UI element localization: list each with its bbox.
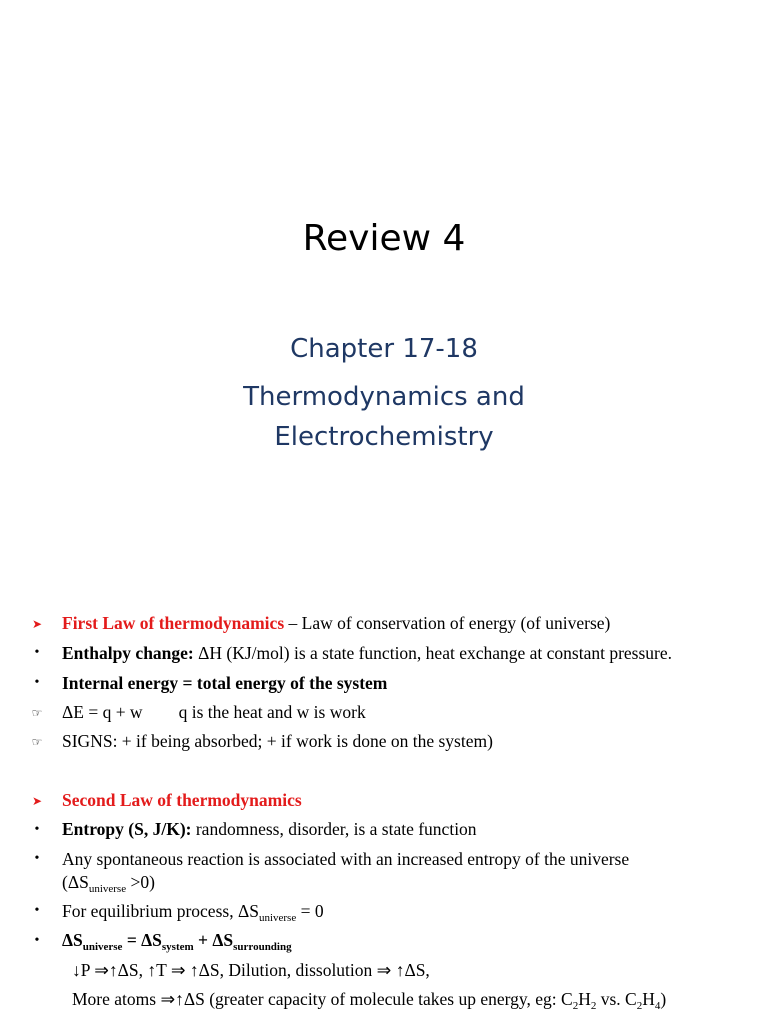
second-law-heading: Second Law of thermodynamics — [62, 790, 302, 810]
eq-equals-ds: = ΔS — [122, 930, 162, 950]
equilibrium-line — [62, 900, 324, 922]
atoms-h: H — [578, 989, 591, 1009]
enthalpy-label: Enthalpy change: — [62, 643, 194, 663]
equilibrium-prefix: For equilibrium process, ΔS — [62, 901, 259, 921]
first-law-desc: – Law of conservation of energy (of universe) — [284, 613, 611, 633]
dot-bullet-icon: • — [34, 822, 40, 837]
delta-e-note: q is the heat and w is work — [178, 702, 366, 722]
internal-energy-line: Internal energy = total energy of the system — [62, 673, 388, 693]
universe-subscript: universe — [258, 912, 297, 924]
factors-line: ↓P ⇒↑ΔS, ↑T ⇒ ↑ΔS, Dilution, dissolution ⇒ ↑ΔS, — [72, 960, 430, 980]
equilibrium-suffix: = 0 — [296, 901, 324, 921]
eq-surrounding-sub: surrounding — [233, 941, 292, 953]
first-law-line — [62, 612, 610, 634]
dot-bullet-icon: • — [34, 933, 40, 948]
entropy-line — [62, 818, 477, 840]
c2-subscript: 2 — [572, 1000, 579, 1012]
entropy-equation-line — [62, 929, 292, 951]
spontaneous-prefix: (ΔS — [62, 872, 89, 892]
delta-e-line — [62, 701, 366, 723]
dot-bullet-icon: • — [34, 851, 40, 866]
universe-subscript: universe — [88, 883, 127, 895]
pointing-hand-bullet-icon: ☞ — [31, 735, 43, 749]
atoms-prefix: More atoms ⇒↑ΔS (greater capacity of molecule takes up energy, eg: C — [72, 989, 573, 1009]
more-atoms-line — [72, 988, 666, 1010]
slide-subtitle-topic-line2: Electrochemistry — [274, 422, 494, 452]
eq-universe-sub: universe — [82, 941, 123, 953]
spontaneous-line-2 — [62, 871, 155, 893]
entropy-desc: randomness, disorder, is a state function — [191, 819, 477, 839]
entropy-label: Entropy (S, J/K): — [62, 819, 192, 839]
pointing-hand-bullet-icon: ☞ — [31, 706, 43, 720]
enthalpy-desc: ΔH (KJ/mol) is a state function, heat exchange at constant pressure. — [193, 643, 673, 663]
spontaneous-line-1: Any spontaneous reaction is associated with an increased entropy of the universe — [62, 849, 630, 869]
arrow-bullet-icon: ➤ — [31, 794, 43, 808]
slide-subtitle-chapter: Chapter 17-18 — [290, 334, 478, 364]
enthalpy-line — [62, 642, 672, 664]
h4-subscript: 4 — [654, 1000, 661, 1012]
dot-bullet-icon: • — [34, 645, 40, 660]
atoms-vs: vs. C — [596, 989, 637, 1009]
h2-subscript: 2 — [590, 1000, 597, 1012]
slide-subtitle-topic-line1: Thermodynamics and — [243, 382, 525, 412]
arrow-bullet-icon: ➤ — [31, 617, 43, 631]
delta-e-equation: ΔE = q + w — [62, 702, 143, 722]
dot-bullet-icon: • — [34, 675, 40, 690]
atoms-h: H — [642, 989, 655, 1009]
slide-title: Review 4 — [302, 218, 466, 259]
spontaneous-suffix: >0) — [126, 872, 155, 892]
eq-system-sub: system — [161, 941, 194, 953]
c2-subscript: 2 — [636, 1000, 643, 1012]
eq-delta-s: ΔS — [62, 930, 83, 950]
eq-plus-ds: + ΔS — [193, 930, 234, 950]
first-law-heading: First Law of thermodynamics — [62, 613, 285, 633]
signs-line: SIGNS: + if being absorbed; + if work is done on the system) — [62, 731, 493, 751]
dot-bullet-icon: • — [34, 903, 40, 918]
atoms-end: ) — [660, 989, 667, 1009]
